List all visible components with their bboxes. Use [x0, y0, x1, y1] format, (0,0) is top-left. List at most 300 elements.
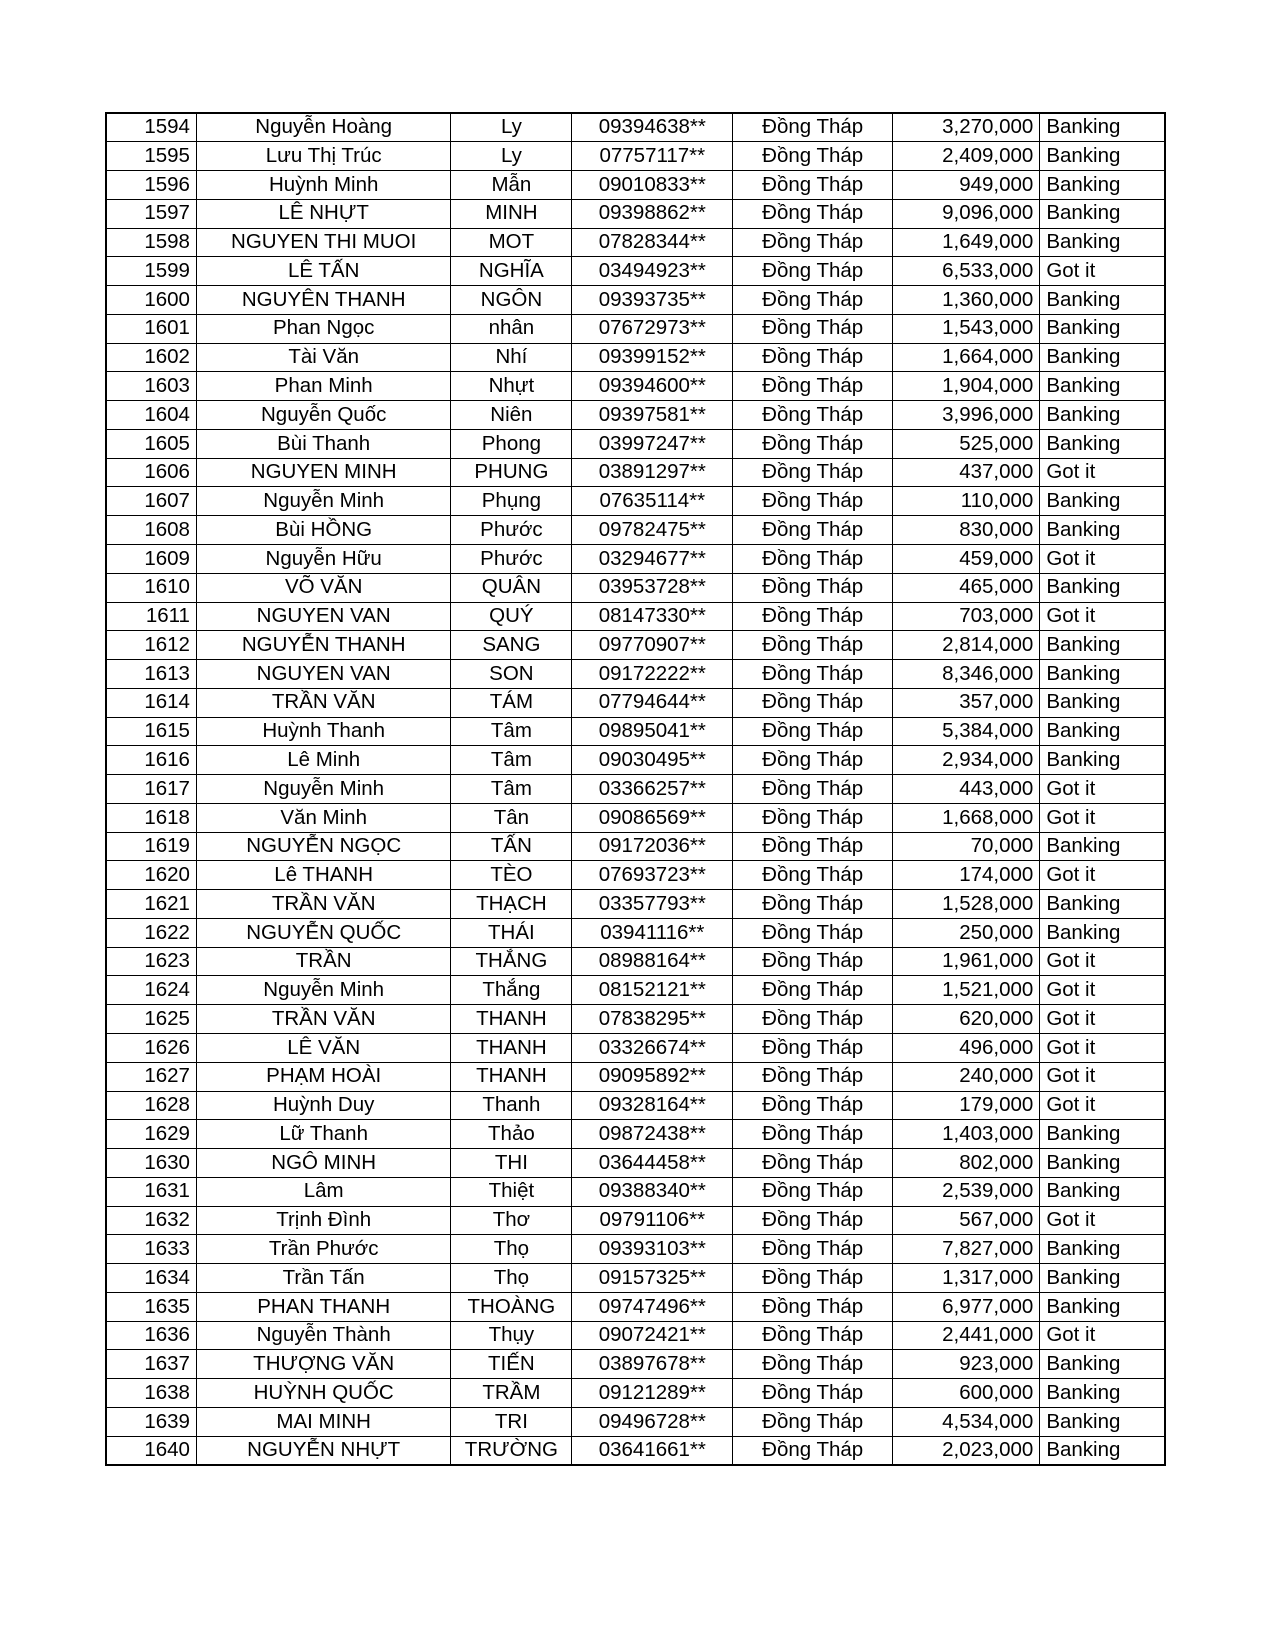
phone-cell: 07635114**: [572, 487, 733, 516]
row-number-cell: 1630: [106, 1149, 196, 1178]
row-number-cell: 1615: [106, 717, 196, 746]
payment-method-cell: Got it: [1040, 861, 1165, 890]
amount-cell: 1,668,000: [893, 803, 1040, 832]
row-number-cell: 1628: [106, 1091, 196, 1120]
amount-cell: 2,934,000: [893, 746, 1040, 775]
table-row: [106, 573, 1165, 602]
given-name-cell: TÁM: [451, 688, 572, 717]
row-number-cell: 1621: [106, 890, 196, 919]
given-name-cell: Ly: [451, 113, 572, 142]
province-cell: Đồng Tháp: [733, 1177, 893, 1206]
table-row: [106, 257, 1165, 286]
family-middle-name-cell: Trần Tấn: [196, 1264, 450, 1293]
table-row: [106, 401, 1165, 430]
given-name-cell: QUÂN: [451, 573, 572, 602]
family-middle-name-cell: Nguyễn Minh: [196, 775, 450, 804]
amount-cell: 70,000: [893, 832, 1040, 861]
province-cell: Đồng Tháp: [733, 343, 893, 372]
row-number-cell: 1594: [106, 113, 196, 142]
amount-cell: 703,000: [893, 602, 1040, 631]
table-row: [106, 142, 1165, 171]
row-number-cell: 1613: [106, 660, 196, 689]
family-middle-name-cell: Bùi Thanh: [196, 429, 450, 458]
family-middle-name-cell: Tài Văn: [196, 343, 450, 372]
family-middle-name-cell: LÊ NHỰT: [196, 199, 450, 228]
payment-method-cell: Got it: [1040, 976, 1165, 1005]
province-cell: Đồng Tháp: [733, 890, 893, 919]
province-cell: Đồng Tháp: [733, 660, 893, 689]
amount-cell: 465,000: [893, 573, 1040, 602]
province-cell: Đồng Tháp: [733, 401, 893, 430]
province-cell: Đồng Tháp: [733, 516, 893, 545]
table-row: [106, 199, 1165, 228]
phone-cell: 03941116**: [572, 918, 733, 947]
table-row: [106, 918, 1165, 947]
phone-cell: 09388340**: [572, 1177, 733, 1206]
row-number-cell: 1617: [106, 775, 196, 804]
phone-cell: 09393103**: [572, 1235, 733, 1264]
province-cell: Đồng Tháp: [733, 1062, 893, 1091]
payment-method-cell: Banking: [1040, 228, 1165, 257]
amount-cell: 496,000: [893, 1034, 1040, 1063]
province-cell: Đồng Tháp: [733, 1091, 893, 1120]
given-name-cell: NGÔN: [451, 286, 572, 315]
row-number-cell: 1597: [106, 199, 196, 228]
given-name-cell: THANH: [451, 1062, 572, 1091]
given-name-cell: Tâm: [451, 746, 572, 775]
province-cell: Đồng Tháp: [733, 1321, 893, 1350]
province-cell: Đồng Tháp: [733, 113, 893, 142]
amount-cell: 949,000: [893, 171, 1040, 200]
amount-cell: 1,403,000: [893, 1120, 1040, 1149]
phone-cell: 09030495**: [572, 746, 733, 775]
family-middle-name-cell: TRẦN: [196, 947, 450, 976]
phone-cell: 09872438**: [572, 1120, 733, 1149]
payment-method-cell: Banking: [1040, 1407, 1165, 1436]
given-name-cell: Thắng: [451, 976, 572, 1005]
amount-cell: 2,023,000: [893, 1436, 1040, 1465]
phone-cell: 09328164**: [572, 1091, 733, 1120]
table-row: [106, 976, 1165, 1005]
family-middle-name-cell: LÊ VĂN: [196, 1034, 450, 1063]
row-number-cell: 1627: [106, 1062, 196, 1091]
payment-method-cell: Banking: [1040, 113, 1165, 142]
phone-cell: 07794644**: [572, 688, 733, 717]
family-middle-name-cell: Trần Phước: [196, 1235, 450, 1264]
province-cell: Đồng Tháp: [733, 171, 893, 200]
province-cell: Đồng Tháp: [733, 918, 893, 947]
family-middle-name-cell: Văn Minh: [196, 803, 450, 832]
family-middle-name-cell: THƯỢNG VĂN: [196, 1350, 450, 1379]
phone-cell: 03357793**: [572, 890, 733, 919]
amount-cell: 4,534,000: [893, 1407, 1040, 1436]
province-cell: Đồng Tháp: [733, 861, 893, 890]
table-row: [106, 1034, 1165, 1063]
phone-cell: 09394638**: [572, 113, 733, 142]
payment-method-cell: Got it: [1040, 1321, 1165, 1350]
table-row: [106, 803, 1165, 832]
table-row: [106, 1149, 1165, 1178]
winners-table: [105, 112, 1166, 1466]
given-name-cell: Thụy: [451, 1321, 572, 1350]
given-name-cell: Thọ: [451, 1235, 572, 1264]
amount-cell: 3,996,000: [893, 401, 1040, 430]
province-cell: Đồng Tháp: [733, 1120, 893, 1149]
payment-method-cell: Banking: [1040, 429, 1165, 458]
payment-method-cell: Banking: [1040, 631, 1165, 660]
province-cell: Đồng Tháp: [733, 228, 893, 257]
amount-cell: 2,409,000: [893, 142, 1040, 171]
amount-cell: 357,000: [893, 688, 1040, 717]
given-name-cell: TẤN: [451, 832, 572, 861]
payment-method-cell: Got it: [1040, 1062, 1165, 1091]
amount-cell: 1,649,000: [893, 228, 1040, 257]
payment-method-cell: Banking: [1040, 890, 1165, 919]
table-row: [106, 458, 1165, 487]
table-row: [106, 602, 1165, 631]
payment-method-cell: Banking: [1040, 372, 1165, 401]
amount-cell: 5,384,000: [893, 717, 1040, 746]
row-number-cell: 1609: [106, 544, 196, 573]
given-name-cell: TÈO: [451, 861, 572, 890]
payment-method-cell: Banking: [1040, 1177, 1165, 1206]
table-row: [106, 1177, 1165, 1206]
amount-cell: 2,539,000: [893, 1177, 1040, 1206]
given-name-cell: Phong: [451, 429, 572, 458]
row-number-cell: 1622: [106, 918, 196, 947]
row-number-cell: 1633: [106, 1235, 196, 1264]
row-number-cell: 1602: [106, 343, 196, 372]
province-cell: Đồng Tháp: [733, 947, 893, 976]
payment-method-cell: Banking: [1040, 660, 1165, 689]
phone-cell: 07838295**: [572, 1005, 733, 1034]
payment-method-cell: Banking: [1040, 343, 1165, 372]
phone-cell: 03641661**: [572, 1436, 733, 1465]
phone-cell: 03891297**: [572, 458, 733, 487]
family-middle-name-cell: Lê Minh: [196, 746, 450, 775]
phone-cell: 03366257**: [572, 775, 733, 804]
row-number-cell: 1595: [106, 142, 196, 171]
province-cell: Đồng Tháp: [733, 1350, 893, 1379]
amount-cell: 1,664,000: [893, 343, 1040, 372]
payment-method-cell: Banking: [1040, 1292, 1165, 1321]
amount-cell: 240,000: [893, 1062, 1040, 1091]
row-number-cell: 1638: [106, 1379, 196, 1408]
given-name-cell: nhân: [451, 314, 572, 343]
province-cell: Đồng Tháp: [733, 1235, 893, 1264]
family-middle-name-cell: NGUYỄN THANH: [196, 631, 450, 660]
amount-cell: 6,533,000: [893, 257, 1040, 286]
amount-cell: 620,000: [893, 1005, 1040, 1034]
family-middle-name-cell: TRẦN VĂN: [196, 688, 450, 717]
payment-method-cell: Banking: [1040, 487, 1165, 516]
payment-method-cell: Got it: [1040, 775, 1165, 804]
table-row: [106, 516, 1165, 545]
given-name-cell: Thọ: [451, 1264, 572, 1293]
payment-method-cell: Banking: [1040, 832, 1165, 861]
amount-cell: 1,360,000: [893, 286, 1040, 315]
amount-cell: 250,000: [893, 918, 1040, 947]
payment-method-cell: Banking: [1040, 1120, 1165, 1149]
phone-cell: 03326674**: [572, 1034, 733, 1063]
table-row: [106, 228, 1165, 257]
family-middle-name-cell: Lê THANH: [196, 861, 450, 890]
given-name-cell: THẠCH: [451, 890, 572, 919]
phone-cell: 09398862**: [572, 199, 733, 228]
family-middle-name-cell: PHAN THANH: [196, 1292, 450, 1321]
province-cell: Đồng Tháp: [733, 717, 893, 746]
table-row: [106, 631, 1165, 660]
given-name-cell: QUÝ: [451, 602, 572, 631]
given-name-cell: Nhí: [451, 343, 572, 372]
row-number-cell: 1635: [106, 1292, 196, 1321]
amount-cell: 2,441,000: [893, 1321, 1040, 1350]
payment-method-cell: Banking: [1040, 1350, 1165, 1379]
payment-method-cell: Banking: [1040, 1379, 1165, 1408]
row-number-cell: 1612: [106, 631, 196, 660]
table-row: [106, 171, 1165, 200]
amount-cell: 923,000: [893, 1350, 1040, 1379]
given-name-cell: TRI: [451, 1407, 572, 1436]
amount-cell: 1,521,000: [893, 976, 1040, 1005]
family-middle-name-cell: NGUYỄN NGỌC: [196, 832, 450, 861]
phone-cell: 09782475**: [572, 516, 733, 545]
province-cell: Đồng Tháp: [733, 573, 893, 602]
payment-method-cell: Got it: [1040, 1206, 1165, 1235]
province-cell: Đồng Tháp: [733, 775, 893, 804]
amount-cell: 443,000: [893, 775, 1040, 804]
row-number-cell: 1626: [106, 1034, 196, 1063]
province-cell: Đồng Tháp: [733, 1379, 893, 1408]
phone-cell: 08147330**: [572, 602, 733, 631]
phone-cell: 09394600**: [572, 372, 733, 401]
amount-cell: 1,961,000: [893, 947, 1040, 976]
phone-cell: 09791106**: [572, 1206, 733, 1235]
row-number-cell: 1637: [106, 1350, 196, 1379]
row-number-cell: 1629: [106, 1120, 196, 1149]
amount-cell: 1,317,000: [893, 1264, 1040, 1293]
payment-method-cell: Banking: [1040, 142, 1165, 171]
family-middle-name-cell: MAI MINH: [196, 1407, 450, 1436]
payment-method-cell: Banking: [1040, 401, 1165, 430]
phone-cell: 08152121**: [572, 976, 733, 1005]
given-name-cell: Thảo: [451, 1120, 572, 1149]
phone-cell: 09086569**: [572, 803, 733, 832]
table-row: [106, 1206, 1165, 1235]
table-row: [106, 1321, 1165, 1350]
province-cell: Đồng Tháp: [733, 314, 893, 343]
family-middle-name-cell: Trịnh Đình: [196, 1206, 450, 1235]
given-name-cell: THANH: [451, 1005, 572, 1034]
province-cell: Đồng Tháp: [733, 257, 893, 286]
province-cell: Đồng Tháp: [733, 1292, 893, 1321]
family-middle-name-cell: Nguyễn Minh: [196, 976, 450, 1005]
payment-method-cell: Banking: [1040, 1436, 1165, 1465]
table-row: [106, 1436, 1165, 1465]
province-cell: Đồng Tháp: [733, 832, 893, 861]
given-name-cell: Nhựt: [451, 372, 572, 401]
family-middle-name-cell: Huỳnh Thanh: [196, 717, 450, 746]
payment-method-cell: Banking: [1040, 746, 1165, 775]
row-number-cell: 1610: [106, 573, 196, 602]
family-middle-name-cell: Huỳnh Minh: [196, 171, 450, 200]
family-middle-name-cell: Nguyễn Hoàng: [196, 113, 450, 142]
amount-cell: 830,000: [893, 516, 1040, 545]
row-number-cell: 1606: [106, 458, 196, 487]
table-row: [106, 746, 1165, 775]
payment-method-cell: Banking: [1040, 688, 1165, 717]
table-row: [106, 1264, 1165, 1293]
family-middle-name-cell: TRẦN VĂN: [196, 890, 450, 919]
family-middle-name-cell: NGÔ MINH: [196, 1149, 450, 1178]
given-name-cell: TRƯỜNG: [451, 1436, 572, 1465]
row-number-cell: 1625: [106, 1005, 196, 1034]
given-name-cell: NGHĨA: [451, 257, 572, 286]
table-row: [106, 1350, 1165, 1379]
payment-method-cell: Got it: [1040, 1005, 1165, 1034]
row-number-cell: 1604: [106, 401, 196, 430]
phone-cell: 09157325**: [572, 1264, 733, 1293]
given-name-cell: THI: [451, 1149, 572, 1178]
payment-method-cell: Banking: [1040, 573, 1165, 602]
payment-method-cell: Banking: [1040, 717, 1165, 746]
phone-cell: 09496728**: [572, 1407, 733, 1436]
payment-method-cell: Got it: [1040, 602, 1165, 631]
phone-cell: 03997247**: [572, 429, 733, 458]
family-middle-name-cell: TRẦN VĂN: [196, 1005, 450, 1034]
given-name-cell: Phước: [451, 544, 572, 573]
given-name-cell: Tân: [451, 803, 572, 832]
given-name-cell: TRẦM: [451, 1379, 572, 1408]
table-row: [106, 688, 1165, 717]
table-row: [106, 544, 1165, 573]
payment-method-cell: Got it: [1040, 1034, 1165, 1063]
family-middle-name-cell: NGUYÊN THANH: [196, 286, 450, 315]
given-name-cell: Thơ: [451, 1206, 572, 1235]
amount-cell: 9,096,000: [893, 199, 1040, 228]
given-name-cell: THẮNG: [451, 947, 572, 976]
table-row: [106, 832, 1165, 861]
given-name-cell: Tâm: [451, 717, 572, 746]
payment-method-cell: Got it: [1040, 257, 1165, 286]
family-middle-name-cell: Phan Minh: [196, 372, 450, 401]
table-row: [106, 314, 1165, 343]
row-number-cell: 1639: [106, 1407, 196, 1436]
phone-cell: 03494923**: [572, 257, 733, 286]
row-number-cell: 1620: [106, 861, 196, 890]
amount-cell: 174,000: [893, 861, 1040, 890]
table-row: [106, 1005, 1165, 1034]
payment-method-cell: Banking: [1040, 1264, 1165, 1293]
given-name-cell: Mẫn: [451, 171, 572, 200]
row-number-cell: 1623: [106, 947, 196, 976]
province-cell: Đồng Tháp: [733, 142, 893, 171]
amount-cell: 110,000: [893, 487, 1040, 516]
phone-cell: 09397581**: [572, 401, 733, 430]
table-row: [106, 343, 1165, 372]
family-middle-name-cell: PHẠM HOÀI: [196, 1062, 450, 1091]
province-cell: Đồng Tháp: [733, 631, 893, 660]
phone-cell: 07693723**: [572, 861, 733, 890]
amount-cell: 802,000: [893, 1149, 1040, 1178]
family-middle-name-cell: Huỳnh Duy: [196, 1091, 450, 1120]
row-number-cell: 1632: [106, 1206, 196, 1235]
payment-method-cell: Got it: [1040, 544, 1165, 573]
family-middle-name-cell: HUỲNH QUỐC: [196, 1379, 450, 1408]
province-cell: Đồng Tháp: [733, 1264, 893, 1293]
phone-cell: 07828344**: [572, 228, 733, 257]
phone-cell: 03294677**: [572, 544, 733, 573]
family-middle-name-cell: Nguyễn Hữu: [196, 544, 450, 573]
amount-cell: 179,000: [893, 1091, 1040, 1120]
row-number-cell: 1599: [106, 257, 196, 286]
table-row: [106, 717, 1165, 746]
given-name-cell: MOT: [451, 228, 572, 257]
given-name-cell: Thanh: [451, 1091, 572, 1120]
given-name-cell: Tâm: [451, 775, 572, 804]
family-middle-name-cell: Nguyễn Quốc: [196, 401, 450, 430]
payment-method-cell: Got it: [1040, 458, 1165, 487]
given-name-cell: Phụng: [451, 487, 572, 516]
amount-cell: 600,000: [893, 1379, 1040, 1408]
payment-method-cell: Banking: [1040, 286, 1165, 315]
row-number-cell: 1636: [106, 1321, 196, 1350]
row-number-cell: 1634: [106, 1264, 196, 1293]
province-cell: Đồng Tháp: [733, 458, 893, 487]
province-cell: Đồng Tháp: [733, 746, 893, 775]
amount-cell: 2,814,000: [893, 631, 1040, 660]
amount-cell: 437,000: [893, 458, 1040, 487]
phone-cell: 03644458**: [572, 1149, 733, 1178]
phone-cell: 03953728**: [572, 573, 733, 602]
payment-method-cell: Banking: [1040, 516, 1165, 545]
family-middle-name-cell: NGUYEN MINH: [196, 458, 450, 487]
amount-cell: 459,000: [893, 544, 1040, 573]
province-cell: Đồng Tháp: [733, 286, 893, 315]
family-middle-name-cell: NGUYỄN NHỰT: [196, 1436, 450, 1465]
payment-method-cell: Banking: [1040, 1149, 1165, 1178]
family-middle-name-cell: Bùi HỒNG: [196, 516, 450, 545]
row-number-cell: 1616: [106, 746, 196, 775]
table-row: [106, 113, 1165, 142]
table-row: [106, 1292, 1165, 1321]
payment-method-cell: Banking: [1040, 1235, 1165, 1264]
payment-method-cell: Banking: [1040, 918, 1165, 947]
row-number-cell: 1640: [106, 1436, 196, 1465]
payment-method-cell: Got it: [1040, 803, 1165, 832]
row-number-cell: 1611: [106, 602, 196, 631]
row-number-cell: 1619: [106, 832, 196, 861]
family-middle-name-cell: Lữ Thanh: [196, 1120, 450, 1149]
given-name-cell: PHUNG: [451, 458, 572, 487]
phone-cell: 09172036**: [572, 832, 733, 861]
given-name-cell: Ly: [451, 142, 572, 171]
table-row: [106, 487, 1165, 516]
table-row: [106, 1379, 1165, 1408]
family-middle-name-cell: Lưu Thị Trúc: [196, 142, 450, 171]
row-number-cell: 1600: [106, 286, 196, 315]
family-middle-name-cell: NGUYỄN QUỐC: [196, 918, 450, 947]
table-row: [106, 861, 1165, 890]
amount-cell: 3,270,000: [893, 113, 1040, 142]
given-name-cell: THOÀNG: [451, 1292, 572, 1321]
table-row: [106, 1235, 1165, 1264]
given-name-cell: THANH: [451, 1034, 572, 1063]
family-middle-name-cell: VÕ VĂN: [196, 573, 450, 602]
amount-cell: 1,543,000: [893, 314, 1040, 343]
payment-method-cell: Banking: [1040, 199, 1165, 228]
province-cell: Đồng Tháp: [733, 372, 893, 401]
